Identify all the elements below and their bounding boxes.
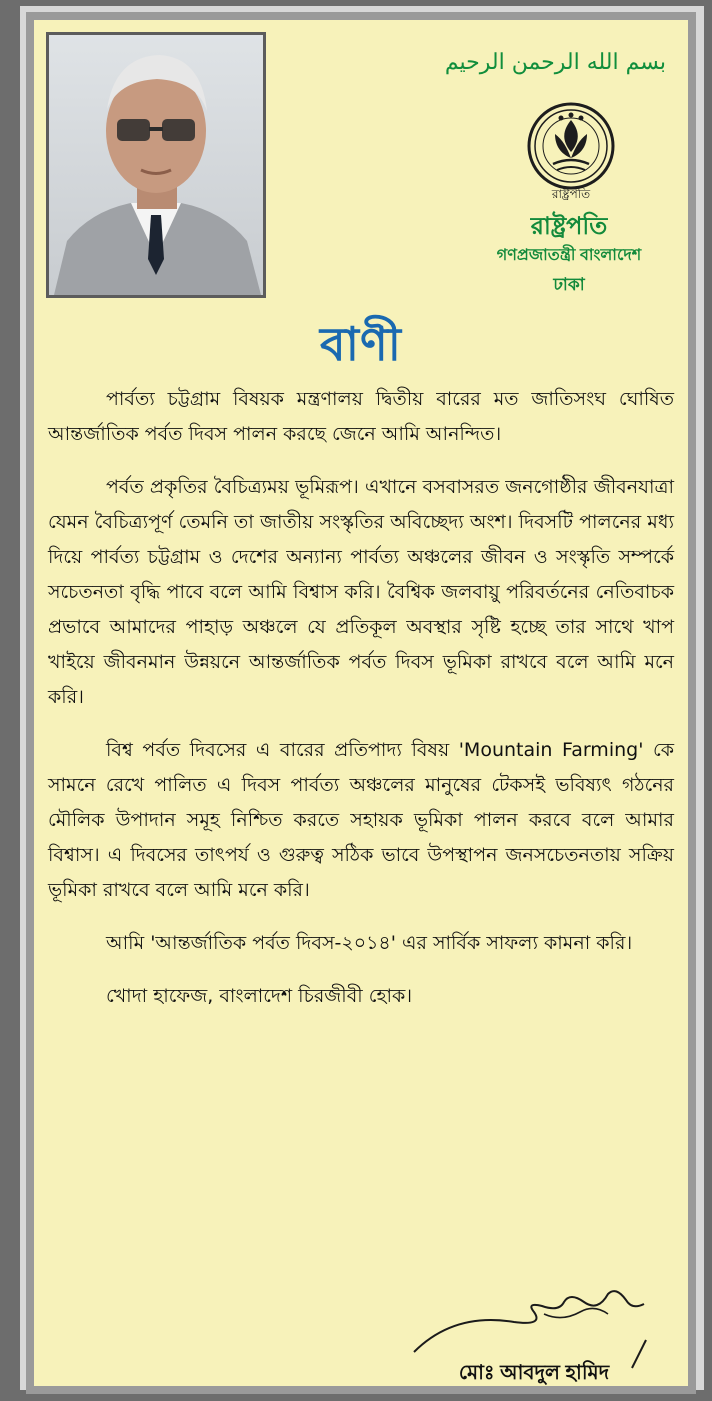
office-subtitle: গণপ্রজাতন্ত্রী বাংলাদেশ <box>496 247 642 264</box>
message-paragraph-1: পার্বত্য চট্টগ্রাম বিষয়ক মন্ত্রণালয় দ্বিতীয় বারের মত জাতিসংঘ ঘোষিত আন্তর্জাতিক পর্বত দিবস পালন করছে জেনে আমি আনন্দিত। <box>48 388 674 445</box>
message-paragraph-3: বিশ্ব পর্বত দিবসের এ বারের প্রতিপাদ্য বিষয় 'Mountain Farming' কে সামনে রেখে পালিত এ দিবস পার্বত্য অঞ্চলের মানুষের টেকসই ভবিষ্যৎ গঠনের মৌলিক উপাদান সমূহ নিশ্চিত করতে সহায়ক ভূমিকা পালন করবে বলে আমার বিশ্বাস। এ দিবসের তাৎপর্য ও গুরুত্ব সঠিক ভাবে উপস্থাপন জনসচেতনতায় সক্রিয় ভূমিকা রাখবে বলে আমি মনে করি। <box>48 739 674 901</box>
signer-name: মোঃ আবদুল হামিদ <box>458 1362 610 1384</box>
message-card <box>26 12 696 1394</box>
message-body <box>48 382 674 1032</box>
message-title: বাণী <box>320 318 402 370</box>
message-paragraph-5: খোদা হাফেজ, বাংলাদেশ চিরজীবী হোক। <box>106 985 413 1007</box>
bismillah-calligraphy: بسم الله الرحمن الرحيم <box>444 50 666 75</box>
message-paragraph-2: পর্বত প্রকৃতির বৈচিত্র্যময় ভূমিরূপ। এখানে বসবাসরত জনগোষ্ঠীর জীবনযাত্রা যেমন বৈচিত্র্যপূর্ণ তেমনি তা জাতীয় সংস্কৃতির অবিচ্ছেদ্য অংশ। দিবসটি পালনের মধ্য দিয়ে পার্বত্য চট্টগ্রাম ও দেশের অন্যান্য পার্বত্য অঞ্চলের জীবন ও সংস্কৃতি সম্পর্কে সচেতনতা বৃদ্ধি পাবে বলে আমি বিশ্বাস করি। বৈশ্বিক জলবায়ু পরিবর্তনের নেতিবাচক প্রভাবে আমাদের পাহাড় অঞ্চলে যে প্রতিকূল অবস্থার সৃষ্টি হচ্ছে তার সাথে খাপ খাইয়ে জীবনমান উন্নয়নে আন্তর্জাতিক পর্বত দিবস ভূমিকা রাখবে বলে আমি মনে করি। <box>48 476 674 708</box>
office-title: রাষ্ট্রপতি <box>530 213 608 240</box>
handwritten-signature <box>394 1272 664 1372</box>
president-portrait <box>46 32 266 298</box>
message-paragraph-4: আমি 'আন্তর্জাতিক পর্বত দিবস-২০১৪' এর সার্বিক সাফল্য কামনা করি। <box>106 932 633 954</box>
state-emblem-icon <box>521 100 621 200</box>
emblem-caption: রাষ্ট্রপতি <box>551 187 591 200</box>
office-city: ঢাকা <box>553 275 585 294</box>
page-background <box>20 6 704 1390</box>
